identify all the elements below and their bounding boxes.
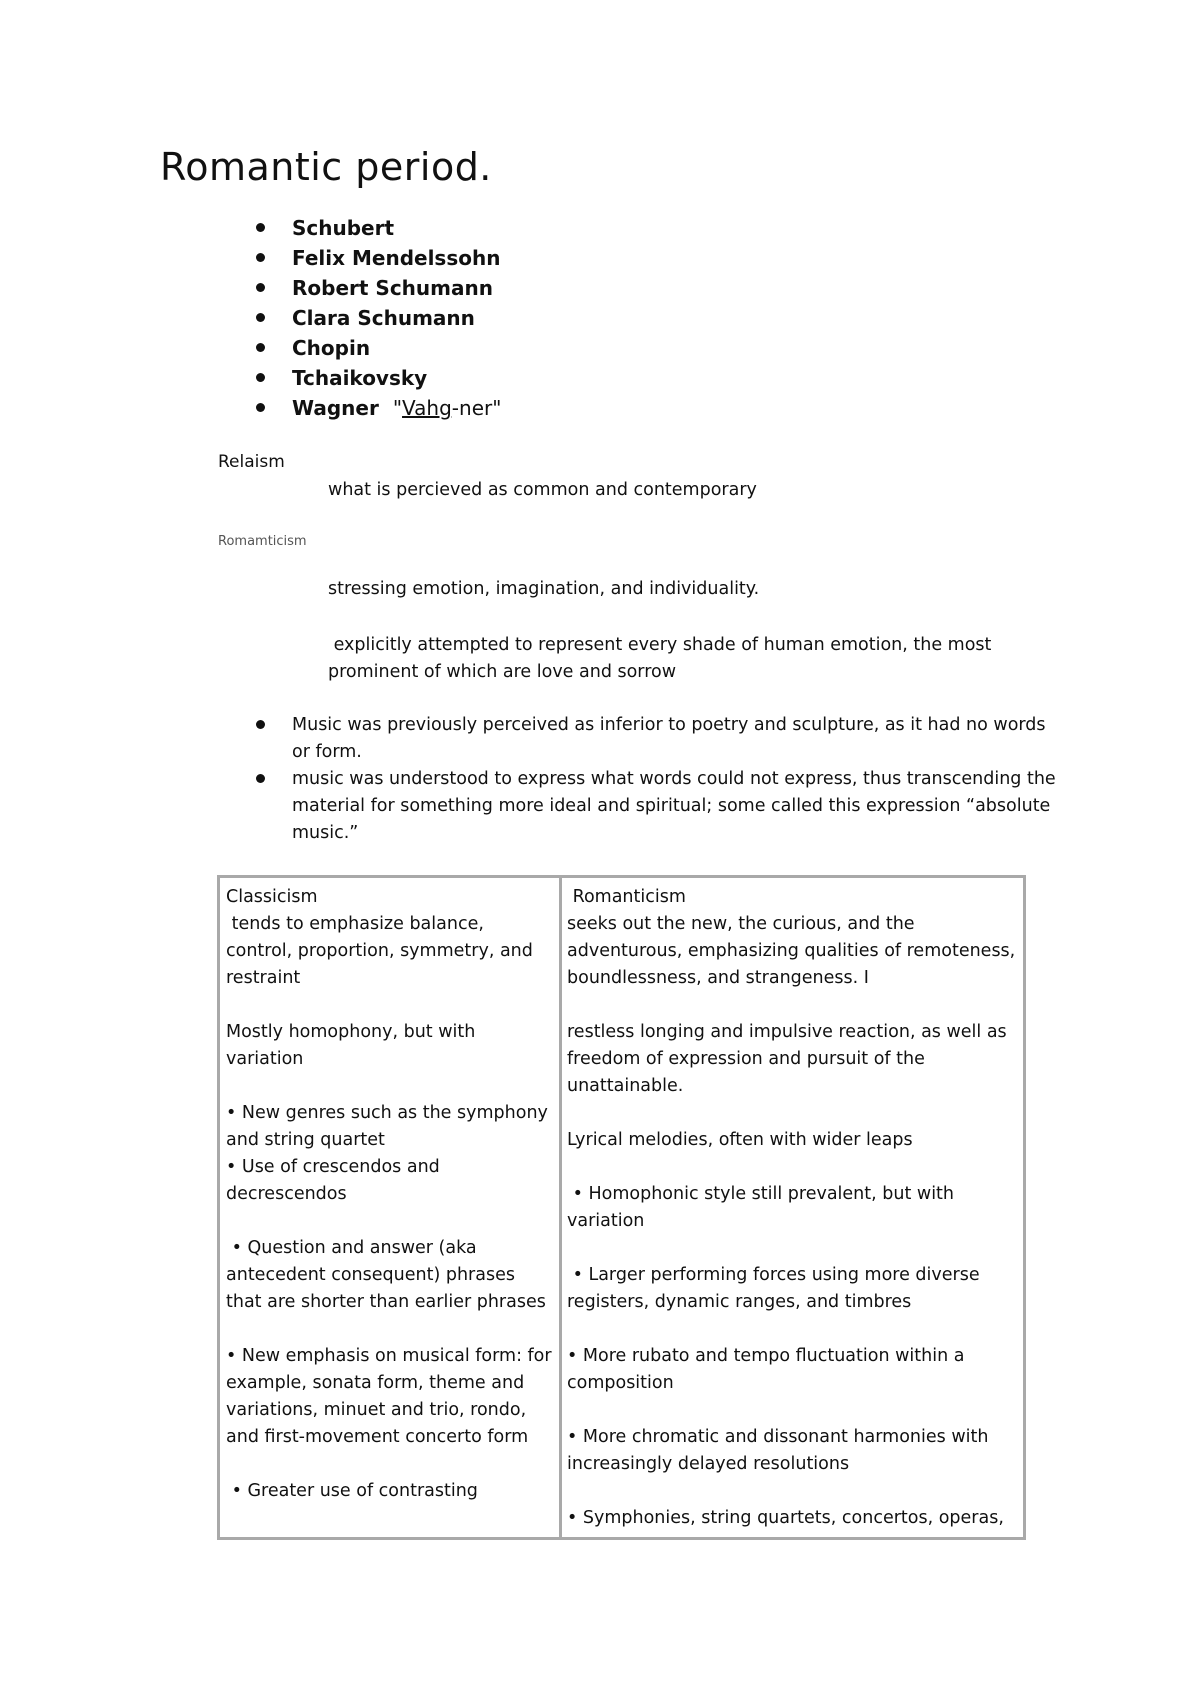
pronunciation: "Vahg-ner" (392, 396, 502, 420)
composer-name: Wagner (292, 396, 379, 420)
classicism-summary: tends to emphasize balance, control, proportion, symmetry, and restraint (226, 914, 539, 988)
romanticism-point: Lyrical melodies, often with wider leaps (567, 1130, 913, 1150)
list-item (250, 333, 501, 363)
composer-list (250, 213, 501, 423)
romanticism-column (562, 878, 1023, 1537)
romanticism-point: • Symphonies, string quartets, concertos, operas, (567, 1508, 1004, 1528)
classicism-point: • New emphasis on musical form: for example, sonata form, theme and variations, minuet and trio, rondo, and first-movement concerto form (226, 1346, 558, 1447)
pronunciation-stress: Vahg (402, 396, 452, 420)
list-item (250, 303, 501, 333)
composer-name: Robert Schumann (292, 276, 493, 300)
classicism-column (220, 878, 562, 1537)
list-item: music was understood to express what words could not express, thus transcending the material for something more ideal and spiritual; some called this expression “absolute music.” (250, 766, 1060, 847)
composer-name: Felix Mendelssohn (292, 246, 501, 270)
music-points-list (250, 712, 1060, 847)
list-item (250, 273, 501, 303)
composer-name: Clara Schumann (292, 306, 475, 330)
list-item (250, 243, 501, 273)
composer-name: Chopin (292, 336, 371, 360)
romanticism-point: • Homophonic style still prevalent, but with variation (567, 1184, 960, 1231)
classicism-point: • Question and answer (aka antecedent consequent) phrases that are shorter than earlier phrases (226, 1238, 546, 1312)
comparison-table (217, 875, 1026, 1540)
romanticism-summary: seeks out the new, the curious, and the adventurous, emphasizing qualities of remoteness, boundlessness, and strangeness. I (567, 914, 1021, 988)
romanticism-point: • Larger performing forces using more diverse registers, dynamic ranges, and timbres (567, 1265, 986, 1312)
list-item (250, 213, 501, 243)
list-item (250, 393, 501, 423)
page-title: Romantic period. (160, 145, 492, 189)
composer-name: Tchaikovsky (292, 366, 428, 390)
romanticism-heading: Romanticism (567, 887, 686, 907)
romanticism-definition: stressing emotion, imagination, and individuality. (328, 579, 760, 599)
romanticism-point: restless longing and impulsive reaction, as well as freedom of expression and pursuit of the unattainable. (567, 1022, 1013, 1096)
romanticism-point: • More chromatic and dissonant harmonies with increasingly delayed resolutions (567, 1427, 995, 1474)
romanticism-label: Romamticism (218, 534, 307, 549)
list-item: Music was previously perceived as inferior to poetry and sculpture, as it had no words or form. (250, 712, 1060, 766)
realism-label: Relaism (218, 452, 285, 472)
romanticism-detail: explicitly attempted to represent every shade of human emotion, the most prominent of which are love and sorrow (328, 635, 997, 682)
classicism-point: • New genres such as the symphony and string quartet • Use of crescendos and decrescendos (226, 1103, 548, 1204)
classicism-heading: Classicism (226, 887, 318, 907)
classicism-point: Mostly homophony, but with variation (226, 1022, 481, 1069)
classicism-point: • Greater use of contrasting (226, 1481, 478, 1501)
list-item (250, 363, 501, 393)
composer-name: Schubert (292, 216, 395, 240)
romanticism-point: • More rubato and tempo fluctuation within a composition (567, 1346, 971, 1393)
realism-definition: what is percieved as common and contemporary (328, 480, 757, 500)
